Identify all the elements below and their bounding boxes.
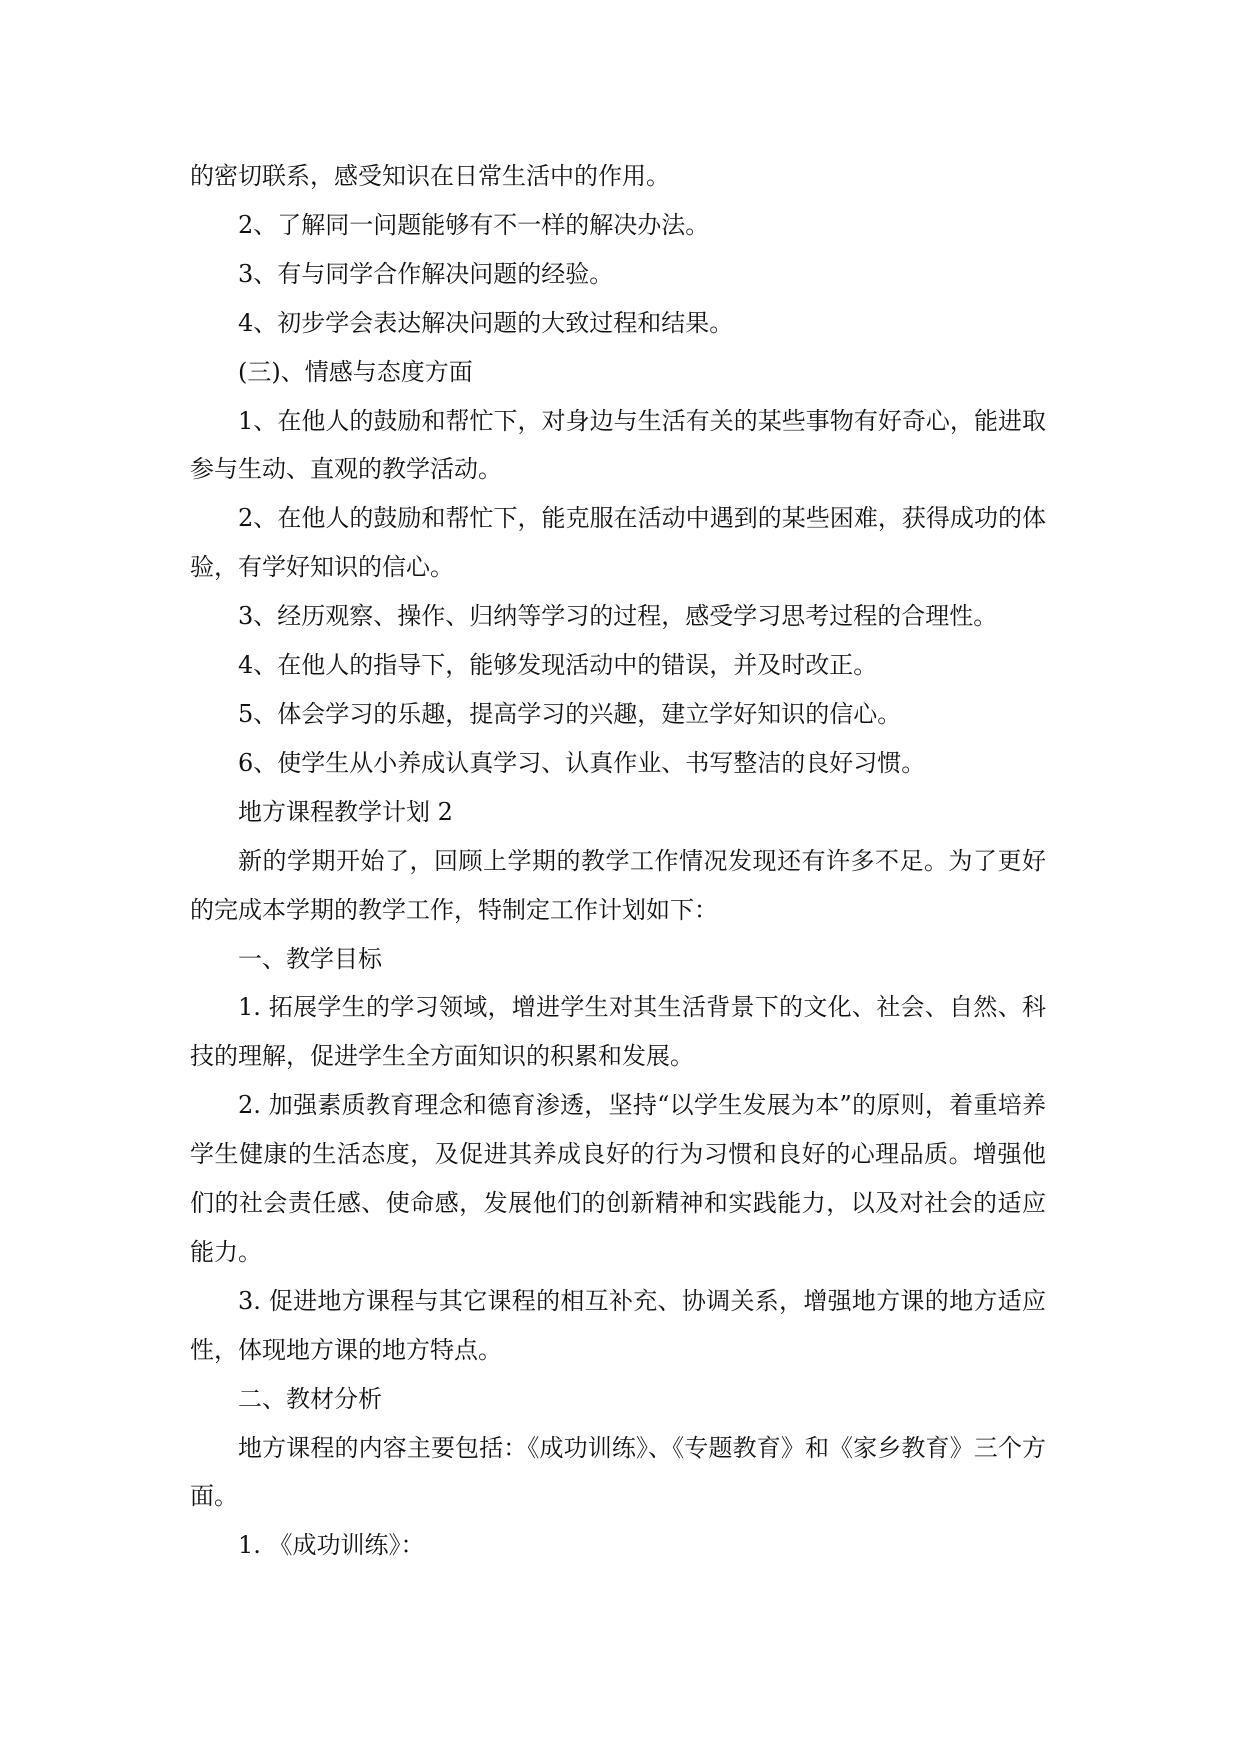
section-heading: (三)、情感与态度方面 [238, 357, 473, 386]
paragraph: 地方课程的内容主要包括：《成功训练》、《专题教育》和《家乡教育》三个方面。 [190, 1433, 1046, 1511]
paragraph: 的密切联系，感受知识在日常生活中的作用。 [190, 162, 670, 190]
paragraph: 2. 加强素质教育理念和德育渗透，坚持“以学生发展为本”的原则，着重培养学生健康的生活态度，及促进其养成良好的行为习惯和良好的心理品质。增强他们的社会责任感、使命感，发展他们的创新精神和实践能力，以及对社会的适应能力。 [190, 1091, 1046, 1266]
section-heading: 一、教学目标 [238, 944, 382, 973]
paragraph: 1、在他人的鼓励和帮忙下，对身边与生活有关的某些事物有好奇心，能进取参与生动、直观的教学活动。 [190, 406, 1046, 484]
document-body [190, 152, 1046, 1570]
paragraph: 2、了解同一问题能够有不一样的解决办法。 [238, 210, 710, 239]
paragraph: 4、在他人的指导下，能够发现活动中的错误，并及时改正。 [238, 651, 878, 680]
paragraph: 5、体会学习的乐趣，提高学习的兴趣，建立学好知识的信心。 [238, 699, 902, 728]
paragraph: 3、有与同学合作解决问题的经验。 [238, 259, 614, 288]
paragraph: 3、经历观察、操作、归纳等学习的过程，感受学习思考过程的合理性。 [238, 602, 998, 631]
paragraph: 2、在他人的鼓励和帮忙下，能克服在活动中遇到的某些困难，获得成功的体验，有学好知识的信心。 [190, 504, 1046, 582]
paragraph: 新的学期开始了，回顾上学期的教学工作情况发现还有许多不足。为了更好的完成本学期的教学工作，特制定工作计划如下： [190, 846, 1046, 924]
section-heading: 二、教材分析 [238, 1384, 382, 1413]
paragraph: 1. 拓展学生的学习领域，增进学生对其生活背景下的文化、社会、自然、科技的理解，促进学生全方面知识的积累和发展。 [190, 993, 1046, 1071]
paragraph: 6、使学生从小养成认真学习、认真作业、书写整洁的良好习惯。 [238, 748, 926, 777]
paragraph: 3. 促进地方课程与其它课程的相互补充、协调关系，增强地方课的地方适应性，体现地方课的地方特点。 [190, 1286, 1046, 1364]
document-title: 地方课程教学计划 2 [238, 797, 453, 826]
paragraph: 4、初步学会表达解决问题的大致过程和结果。 [238, 308, 734, 337]
paragraph: 1. 《成功训练》： [238, 1531, 425, 1560]
